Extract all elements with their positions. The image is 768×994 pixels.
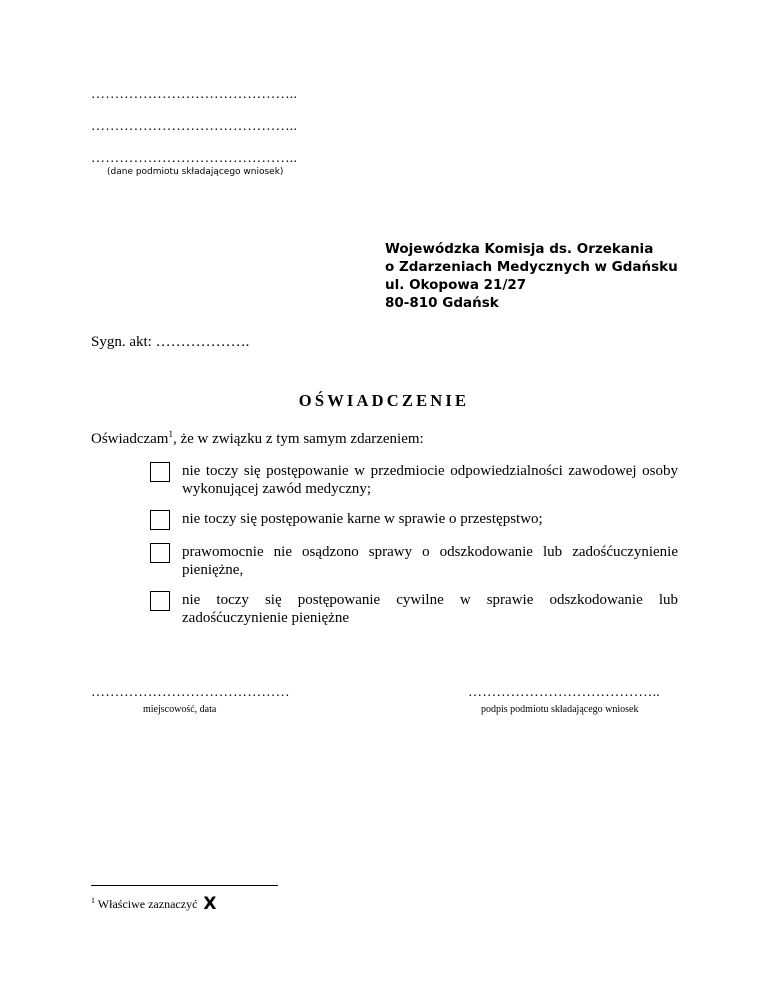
sender-caption: (dane podmiotu składającego wniosek) — [107, 167, 284, 177]
checkbox[interactable] — [150, 510, 170, 530]
option-text: nie toczy się postępowanie w przedmiocie odpowiedzialności zawodowej osoby wykonującej zawód medyczny; — [182, 463, 678, 497]
place-date-line: …………………………………… — [91, 685, 290, 700]
signature-line: ………………………………….. — [468, 685, 660, 700]
case-number: Sygn. akt: ………………. — [91, 334, 250, 350]
signature-label: podpis podmiotu składającego wniosek — [481, 704, 639, 715]
sender-line-1: …………………………………….. — [91, 87, 298, 102]
addressee-line-3: ul. Okopowa 21/27 — [385, 277, 527, 293]
x-mark-icon: X — [203, 894, 217, 914]
footnote-text: Właściwe zaznaczyć — [97, 897, 198, 911]
intro-sentence — [91, 429, 424, 448]
option-text: nie toczy się postępowanie cywilne w sprawie odszkodowanie lub zadośćuczynienie pieniężne — [182, 592, 678, 626]
checkbox[interactable] — [150, 543, 170, 563]
checkbox[interactable] — [150, 462, 170, 482]
intro-text-start: Oświadczam — [91, 431, 169, 447]
addressee-block — [385, 240, 678, 312]
intro-text-end: , że w związku z tym samym zdarzeniem: — [172, 431, 424, 447]
checkbox[interactable] — [150, 591, 170, 611]
addressee-line-1: Wojewódzka Komisja ds. Orzekania — [385, 241, 654, 257]
sender-line-2: …………………………………….. — [91, 119, 298, 134]
option-text: prawomocnie nie osądzono sprawy o odszkodowanie lub zadośćuczynienie pieniężne, — [182, 544, 678, 578]
sender-line-3: …………………………………….. — [91, 151, 298, 166]
document-title: OŚWIADCZENIE — [298, 391, 470, 410]
footnote — [91, 893, 217, 913]
addressee-line-2: o Zdarzeniach Medycznych w Gdańsku — [385, 259, 678, 275]
addressee-line-4: 80-810 Gdańsk — [385, 295, 499, 311]
place-date-label: miejscowość, data — [143, 704, 217, 715]
option-text: nie toczy się postępowanie karne w sprawie o przestępstwo; — [182, 511, 543, 527]
footnote-number: 1 — [91, 896, 95, 905]
footnote-ref: 1 — [168, 429, 173, 439]
footnote-separator — [91, 885, 278, 886]
